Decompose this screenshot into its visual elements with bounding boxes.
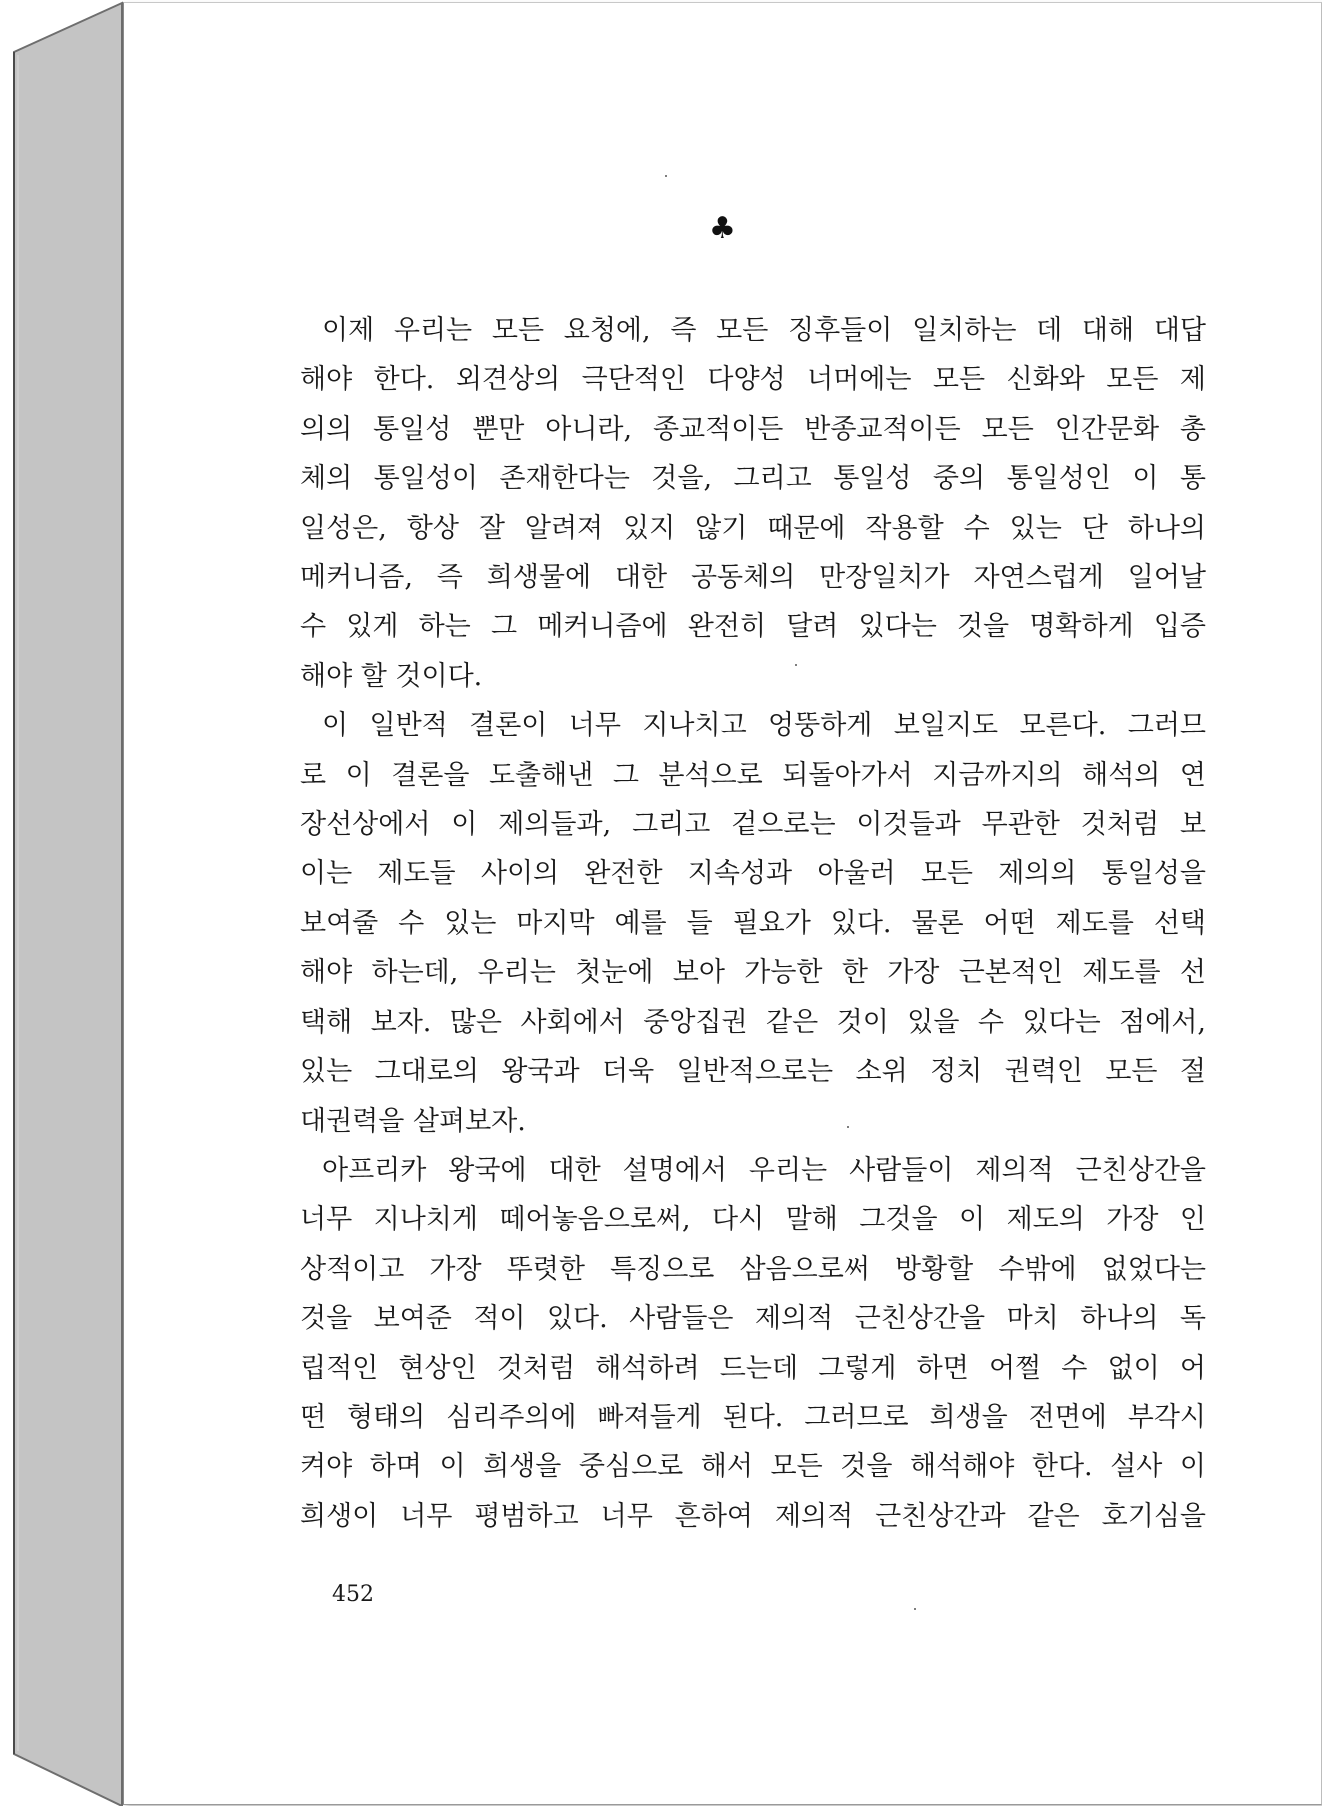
paragraph-2 [300,701,1206,1146]
text-line: 이제 우리는 모든 요청에, 즉 모든 징후들이 일치하는 데 대해 대답 [322,315,1206,346]
text-line: 메커니즘, 즉 희생물에 대한 공동체의 만장일치가 자연스럽게 일어날 [300,562,1206,594]
text-line: 체의 통일성이 존재한다는 것을, 그리고 통일성 중의 통일성인 이 통 [300,463,1206,495]
body-text [300,306,1206,1541]
paper-speck [914,1608,916,1610]
text-line: 것을 보여준 적이 있다. 사람들은 제의적 근친상간을 마치 하나의 독 [300,1303,1206,1335]
text-line: 너무 지나치게 떼어놓음으로써, 다시 말해 그것을 이 제도의 가장 인 [300,1204,1206,1236]
text-line: 떤 형태의 심리주의에 빠져들게 된다. 그러므로 희생을 전면에 부각시 [300,1401,1206,1433]
paper-speck [665,175,667,177]
text-line: 이 일반적 결론이 너무 지나치고 엉뚱하게 보일지도 모른다. 그러므 [322,710,1206,742]
text-line: 택해 보자. 많은 사회에서 중앙집권 같은 것이 있을 수 있다는 점에서, [300,1006,1206,1038]
text-line: 장선상에서 이 제의들과, 그리고 겉으로는 이것들과 무관한 것처럼 보 [300,809,1206,841]
text-line: 립적인 현상인 것처럼 해석하려 드는데 그렇게 하면 어쩔 수 없이 어 [300,1352,1206,1384]
text-line: 해야 할 것이다. [300,660,483,692]
text-line: 해야 한다. 외견상의 극단적인 다양성 너머에는 모든 신화와 모든 제 [300,364,1206,396]
paragraph-3 [300,1146,1206,1541]
club-ornament-icon: ♣ [709,211,736,246]
text-line: 희생이 너무 평범하고 너무 흔하여 제의적 근친상간과 같은 호기심을 [300,1500,1206,1532]
text-line: 아프리카 왕국에 대한 설명에서 우리는 사람들이 제의적 근친상간을 [322,1154,1206,1186]
text-line: 의의 통일성 뿐만 아니라, 종교적이든 반종교적이든 모든 인간문화 총 [300,413,1206,445]
text-line: 켜야 하며 이 희생을 중심으로 해서 모든 것을 해석해야 한다. 설사 이 [300,1451,1206,1483]
text-line: 이는 제도들 사이의 완전한 지속성과 아울러 모든 제의의 통일성을 [300,858,1206,890]
paragraph-1 [300,306,1206,701]
page-number: 452 [332,1582,374,1607]
text-line: 상적이고 가장 뚜렷한 특징으로 삼음으로써 방황할 수밖에 없었다는 [300,1253,1206,1285]
text-line: 로 이 결론을 도출해낸 그 분석으로 되돌아가서 지금까지의 해석의 연 [300,759,1206,791]
book-spine [0,0,125,1806]
text-line: 대권력을 살펴보자. [300,1105,526,1137]
text-line: 해야 하는데, 우리는 첫눈에 보아 가능한 한 가장 근본적인 제도를 선 [300,957,1206,989]
text-line: 있는 그대로의 왕국과 더욱 일반적으로는 소위 정치 권력인 모든 절 [300,1056,1206,1088]
text-line: 일성은, 항상 잘 알려져 있지 않기 때문에 작용할 수 있는 단 하나의 [300,512,1206,544]
text-line: 수 있게 하는 그 메커니즘에 완전히 달려 있다는 것을 명확하게 입증 [300,611,1206,643]
paper-speck [795,664,797,666]
text-line: 보여줄 수 있는 마지막 예를 들 필요가 있다. 물론 어떤 제도를 선택 [300,907,1206,939]
book-page [123,2,1322,1805]
paper-speck [847,1126,849,1128]
